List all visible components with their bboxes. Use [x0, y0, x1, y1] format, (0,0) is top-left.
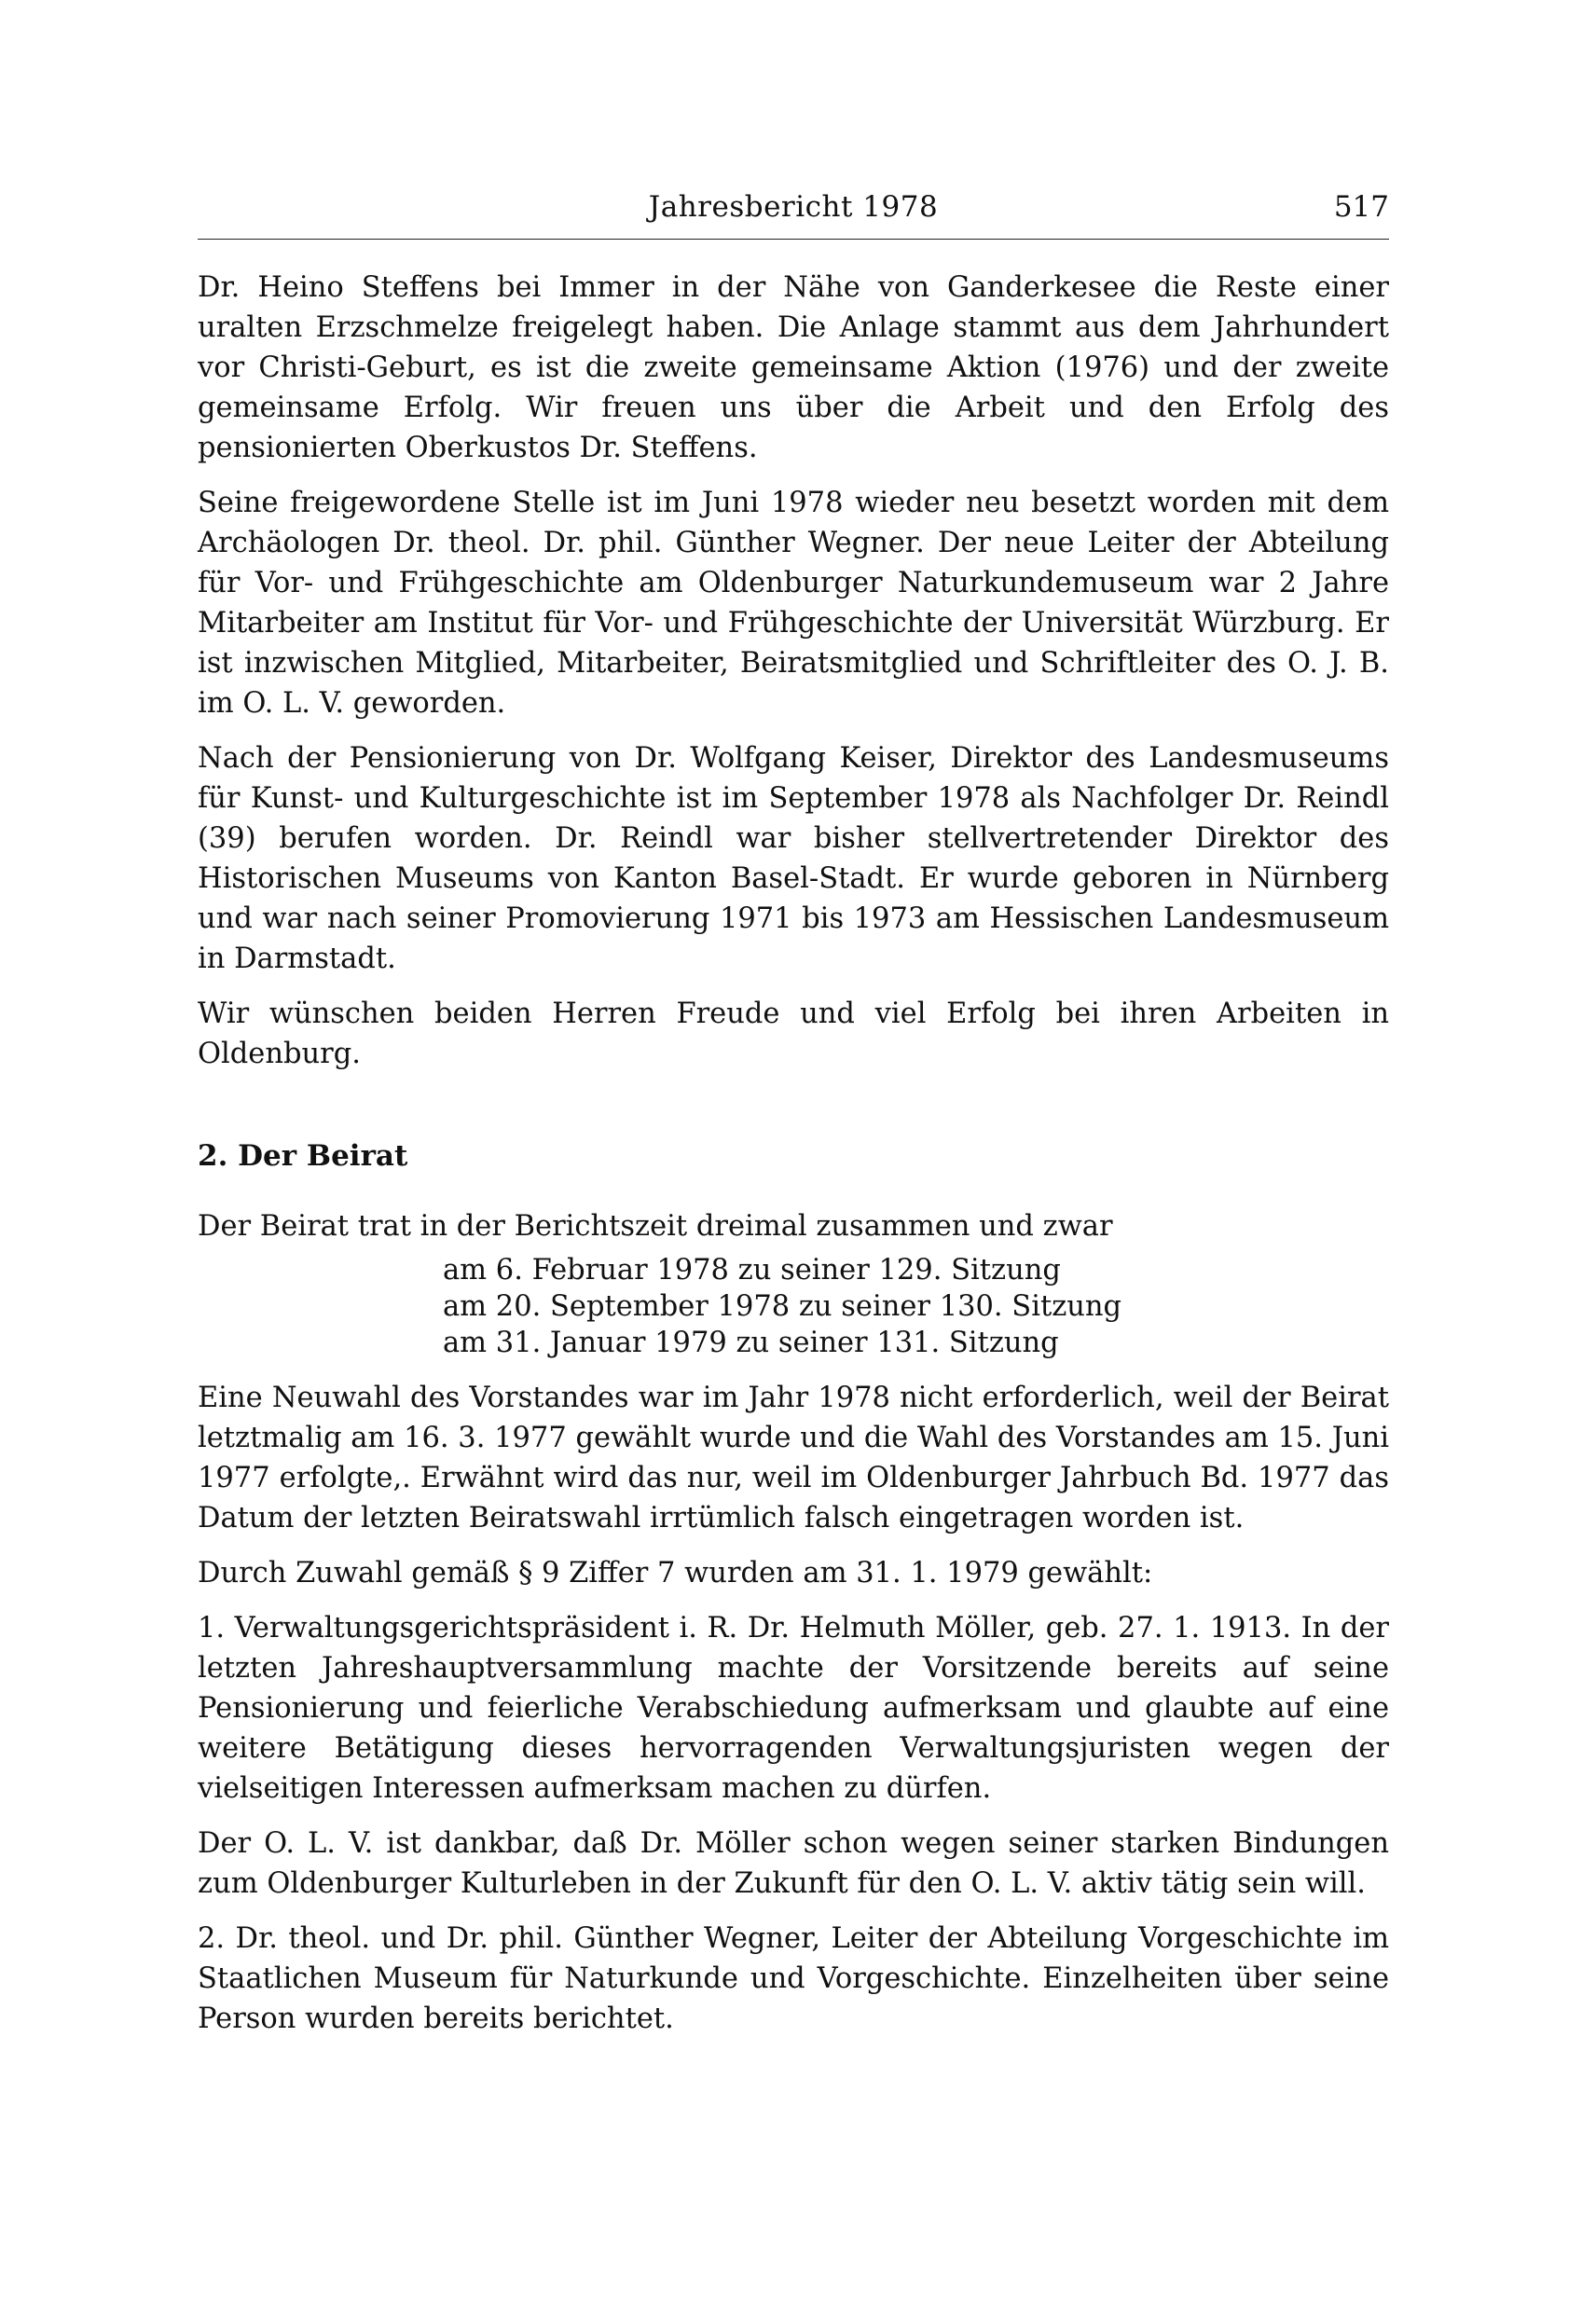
body-paragraph: Nach der Pensionierung von Dr. Wolfgang Keiser, Direktor des Landesmuseums für Kunst- und Kulturgeschichte ist im September 1978 als Nachfolger Dr. Reindl (39) berufen worden. Dr. Reindl war bisher stellvertretender Direktor des Historischen Museums von Kanton Basel-Stadt. Er wurde geboren in Nürnberg und war nach seiner Promovierung 1971 bis 1973 am Hessischen Landesmuseum in Darmstadt. [198, 742, 1389, 975]
page-number: 517 [1333, 190, 1389, 224]
body-paragraph: 1. Verwaltungsgerichtspräsident i. R. Dr. Helmuth Möller, geb. 27. 1. 1913. In der letzten Jahreshauptversammlung machte der Vorsitzende bereits auf seine Pensionierung und feierliche Verabschiedung aufmerksam und glaubte auf eine weitere Betätigung dieses hervorragenden Verwaltungsjuristen wegen der vielseitigen Interessen aufmerksam machen zu dürfen. [198, 1612, 1389, 1805]
body-paragraph: Durch Zuwahl gemäß § 9 Ziffer 7 wurden am 31. 1. 1979 gewählt: [198, 1557, 1153, 1590]
section-intro: Der Beirat trat in der Berichtszeit dreimal zusammen und zwar [198, 1210, 1113, 1243]
session-list [443, 1252, 1389, 1361]
session-item: am 6. Februar 1978 zu seiner 129. Sitzung [443, 1254, 1061, 1287]
document-page [198, 186, 1389, 2054]
body-paragraph: Der O. L. V. ist dankbar, daß Dr. Möller schon wegen seiner starken Bindungen zum Oldenburger Kulturleben in der Zukunft für den O. L. V. aktiv tätig sein will. [198, 1827, 1389, 1900]
body-paragraph: Wir wünschen beiden Herren Freude und viel Erfolg bei ihren Arbeiten in Oldenburg. [198, 998, 1389, 1070]
body-paragraph: Seine freigewordene Stelle ist im Juni 1978 wieder neu besetzt worden mit dem Archäologen Dr. theol. Dr. phil. Günther Wegner. Der neue Leiter der Abteilung für Vor- und Frühgeschichte am Oldenburger Naturkundemuseum war 2 Jahre Mitarbeiter am Institut für Vor- und Frühgeschichte der Universität Würzburg. Er ist inzwischen Mitglied, Mitarbeiter, Beiratsmitglied und Schriftleiter des O. J. B. im O. L. V. geworden. [198, 487, 1389, 720]
session-item: am 31. Januar 1979 zu seiner 131. Sitzung [443, 1327, 1059, 1359]
running-title: Jahresbericht 1978 [648, 190, 939, 224]
section-heading: 2. Der Beirat [198, 1139, 408, 1173]
body-paragraph: Eine Neuwahl des Vorstandes war im Jahr 1978 nicht erforderlich, weil der Beirat letztmalig am 16. 3. 1977 gewählt wurde und die Wahl des Vorstandes am 15. Juni 1977 erfolgte,. Erwähnt wird das nur, weil im Oldenburger Jahrbuch Bd. 1977 das Datum der letzten Beiratswahl irrtümlich falsch eingetragen worden ist. [198, 1382, 1389, 1534]
session-item: am 20. September 1978 zu seiner 130. Sitzung [443, 1290, 1122, 1323]
running-header [198, 186, 1389, 240]
body-paragraph: Dr. Heino Steffens bei Immer in der Nähe von Ganderkesee die Reste einer uralten Erzschmelze freigelegt haben. Die Anlage stammt aus dem Jahrhundert vor Christi-Geburt, es ist die zweite gemeinsame Aktion (1976) und der zweite gemeinsame Erfolg. Wir freuen uns über die Arbeit und den Erfolg des pensionierten Oberkustos Dr. Steffens. [198, 271, 1389, 464]
body-paragraph: 2. Dr. theol. und Dr. phil. Günther Wegner, Leiter der Abteilung Vorgeschichte im Staatlichen Museum für Naturkunde und Vorgeschichte. Einzelheiten über seine Person wurden bereits berichtet. [198, 1922, 1389, 2035]
